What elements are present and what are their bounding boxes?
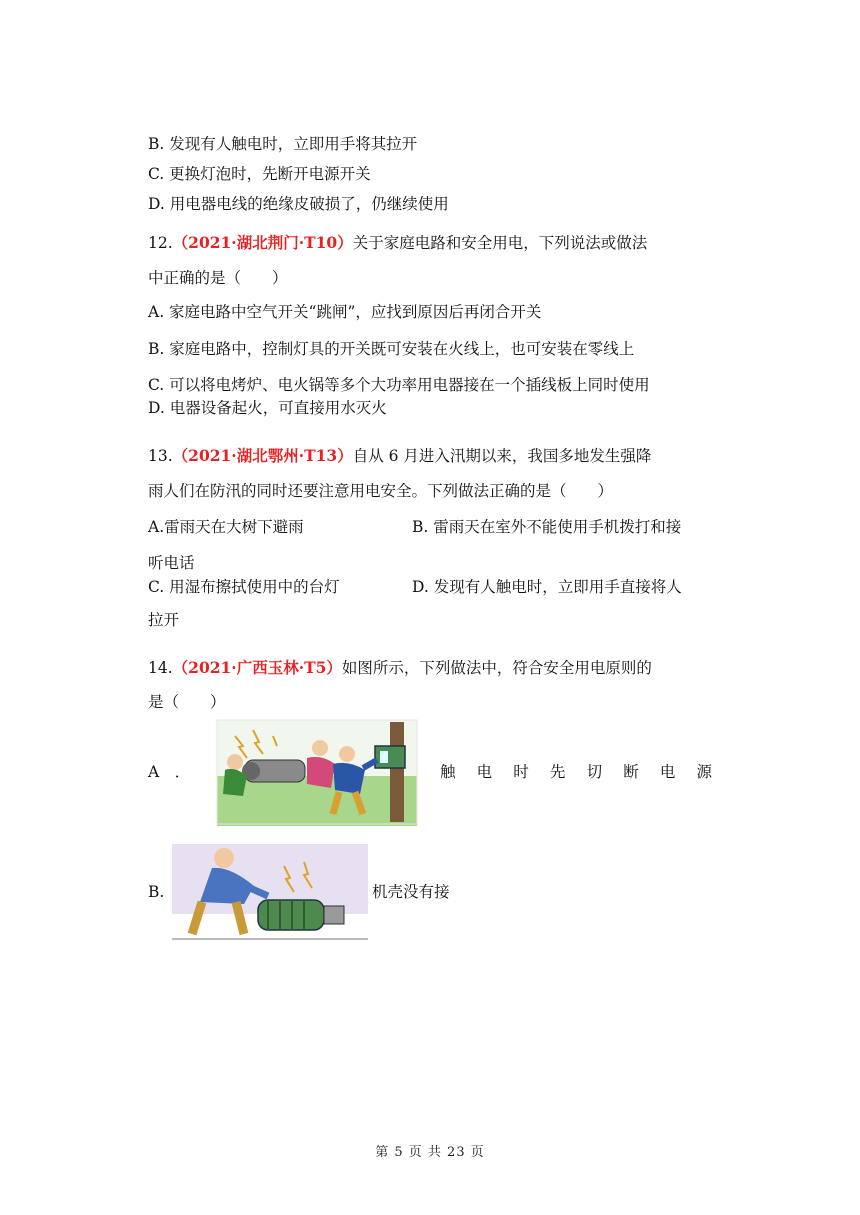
q14-stem-text: 如图所示，下列做法中，符合安全用电原则的 bbox=[341, 659, 652, 677]
q13-option-b-line-1: B. 雷雨天在室外不能使用手机拨打和接 bbox=[412, 518, 682, 536]
q11-option-b: B. 发现有人触电时，立即用手将其拉开 bbox=[148, 135, 418, 153]
q14-stem-line-1 bbox=[148, 658, 652, 678]
q12-number: 12. bbox=[148, 234, 173, 252]
q13-stem-line-2: 雨人们在防汛的同时还要注意用电安全。下列做法正确的是（ ） bbox=[148, 482, 614, 500]
q13-stem-text: 自从 6 月进入汛期以来，我国多地发生强降 bbox=[352, 447, 652, 465]
page-footer: 第 5 页 共 23 页 bbox=[375, 1145, 485, 1160]
q12-option-b: B. 家庭电路中，控制灯具的开关既可安装在火线上，也可安装在零线上 bbox=[148, 340, 635, 358]
q12-stem-text: 关于家庭电路和安全用电，下列说法或做法 bbox=[352, 234, 648, 252]
q13-option-d-line-1: D. 发现有人触电时，立即用手直接将人 bbox=[412, 578, 682, 596]
q14-option-a-char-1: 触 bbox=[440, 763, 456, 781]
q12-stem-line-2: 中正确的是（ ） bbox=[148, 269, 288, 287]
q13-option-d-line-2: 拉开 bbox=[148, 611, 180, 629]
q14-number: 14. bbox=[148, 659, 173, 677]
q12-stem-line-1 bbox=[148, 233, 647, 253]
q14-option-a-char-3: 时 bbox=[513, 763, 529, 781]
q14-option-a-char-2: 电 bbox=[476, 763, 493, 781]
q12-source: （2021·湖北荆门·T10） bbox=[172, 233, 353, 252]
q12-option-d: D. 电器设备起火，可直接用水灭火 bbox=[148, 399, 387, 417]
q14-option-a-label: A ． bbox=[148, 763, 191, 781]
q14-option-a-text bbox=[440, 762, 712, 782]
q14-option-a-char-5: 切 bbox=[586, 763, 603, 781]
q14-source: （2021·广西玉林·T5） bbox=[172, 658, 342, 677]
q14-stem-line-2: 是（ ） bbox=[148, 693, 226, 711]
q14-option-a-char-6: 断 bbox=[623, 763, 639, 781]
q14-option-b-text: 机壳没有接 bbox=[372, 883, 450, 901]
q14-option-a-char-7: 电 bbox=[659, 763, 676, 781]
q14-option-b-label: B. bbox=[148, 883, 165, 901]
option-b-illustration bbox=[172, 844, 368, 942]
q13-option-c: C. 用湿布擦拭使用中的台灯 bbox=[148, 578, 340, 596]
q13-option-a: A.雷雨天在大树下避雨 bbox=[148, 518, 304, 536]
q14-option-a-char-8: 源 bbox=[696, 763, 712, 781]
q11-option-d: D. 用电器电线的绝缘皮破损了，仍继续使用 bbox=[148, 195, 449, 213]
q14-option-a-char-4: 先 bbox=[549, 763, 566, 781]
q13-stem-line-1 bbox=[148, 446, 651, 466]
q12-option-a: A. 家庭电路中空气开关“跳闸”，应找到原因后再闭合开关 bbox=[148, 303, 542, 321]
q13-option-b-line-2: 听电话 bbox=[148, 554, 195, 572]
q11-option-c: C. 更换灯泡时，先断开电源开关 bbox=[148, 165, 371, 183]
option-a-illustration bbox=[215, 718, 419, 826]
q13-number: 13. bbox=[148, 447, 173, 465]
q13-source: （2021·湖北鄂州·T13） bbox=[172, 446, 353, 465]
q12-option-c: C. 可以将电烤炉、电火锅等多个大功率用电器接在一个插线板上同时使用 bbox=[148, 376, 650, 394]
